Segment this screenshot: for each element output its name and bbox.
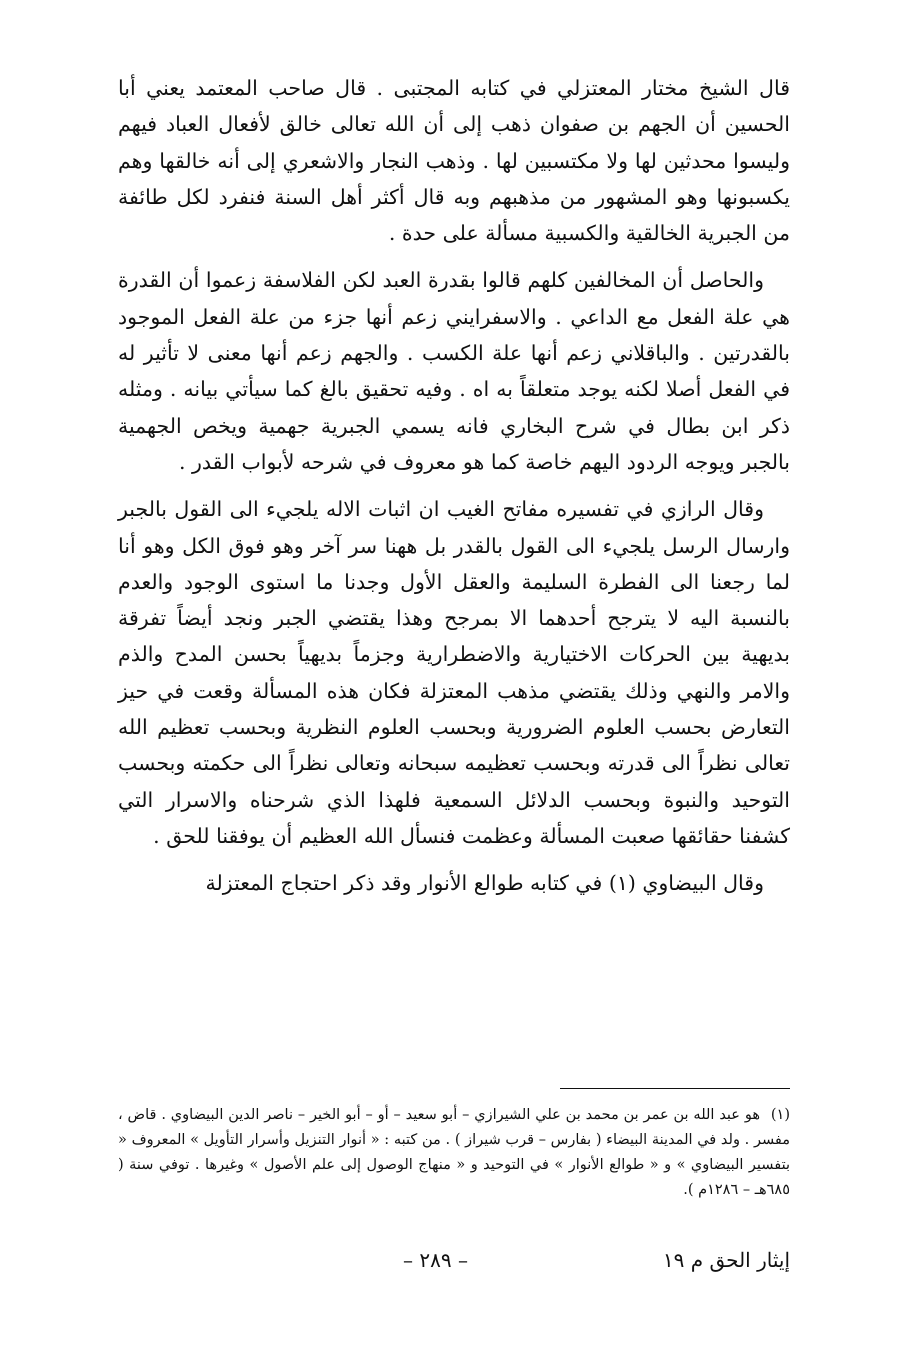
footnote-number: (١) (770, 1107, 791, 1123)
main-text (118, 70, 790, 902)
paragraph-4: وقال البيضاوي (١) في كتابه طوالع الأنوار وقد ذكر احتجاج المعتزلة (205, 871, 764, 896)
paragraph-1: قال الشيخ مختار المعتزلي في كتابه المجتبى . قال صاحب المعتمد يعني أبا الحسين أن الجهم بن صفوان ذهب إلى أن الله تعالى خالق لأفعال العباد فيهم وليسوا محدثين لها ولا مكتسبين لها . وذهب النجار والاشعري إلى أنه خالقها وهم يكسبونها وهو المشهور من مذهبهم وبه قال أكثر أهل السنة فنفرد لكل طائفة من الجبرية الخالقية والكسبية مسألة على حدة . (118, 76, 790, 246)
running-title: إيثار الحق م ١٩ (662, 1248, 790, 1272)
footnote-text: هو عبد الله بن عمر بن محمد بن علي الشيرازي – أبو سعيد – أو – أبو الخير – ناصر الدين البيضاوي . قاض ، مفسر . ولد في المدينة البيضاء ( بفارس – قرب شيراز ) . من كتبه : « أنوار التنزيل وأسرار التأويل » المعروف « بتفسير البيضاوي » و « طوالع الأنوار » في التوحيد و « منهاج الوصول إلى علم الأصول » وغيرها . توفي سنة ( ٦٨٥هـ – ١٢٨٦م ). (118, 1107, 790, 1198)
paragraph-2: والحاصل أن المخالفين كلهم قالوا بقدرة العبد لكن الفلاسفة زعموا أن القدرة هي علة الفعل مع الداعي . والاسفرايني زعم أنها جزء من علة الفعل الموجود بالقدرتين . والباقلاني زعم أنها علة الكسب . والجهم زعم أنها معنى لا تأثير له في الفعل أصلا لكنه يوجد متعلقاً به اه . وفيه تحقيق بالغ كما سيأتي بيانه . ومثله ذكر ابن بطال في شرح البخاري فانه يسمي الجبرية جهمية ويخص الجهمية بالجبر ويوجه الردود اليهم خاصة كما هو معروف في شرحه لأبواب القدر . (118, 268, 790, 474)
page-body (118, 70, 790, 913)
page-footer (118, 1248, 790, 1284)
footnote-divider (560, 1088, 790, 1089)
paragraph-3: وقال الرازي في تفسيره مفاتح الغيب ان اثبات الاله يلجيء الى القول بالجبر وارسال الرسل يلجيء الى القول بالقدر بل ههنا سر آخر وهو فوق الكل وهو أنا لما رجعنا الى الفطرة السليمة والعقل الأول وجدنا ما استوى الوجود والعدم بالنسبة اليه لا يترجح أحدهما الا بمرجح وهذا يقتضي الجبر ونجد أيضاً تفرقة بديهية بين الحركات الاختيارية والاضطرارية وجزماً بديهياً بحسن المدح والذم والامر والنهي وذلك يقتضي مذهب المعتزلة فكان هذه المسألة وقعت في حيز التعارض بحسب العلوم الضرورية وبحسب العلوم النظرية وبحسب تعظيم الله تعالى نظراً الى قدرته وبحسب تعظيمه سبحانه وتعالى نظراً الى حكمته وبحسب التوحيد والنبوة وبحسب الدلائل السمعية فلهذا الذي شرحناه والاسرار التي كشفنا حقائقها صعبت المسألة وعظمت فنسأل الله العظيم أن يوفقنا للحق . (118, 497, 790, 848)
footnote (118, 1103, 790, 1203)
page-number: – ٢٨٩ – (403, 1248, 468, 1272)
